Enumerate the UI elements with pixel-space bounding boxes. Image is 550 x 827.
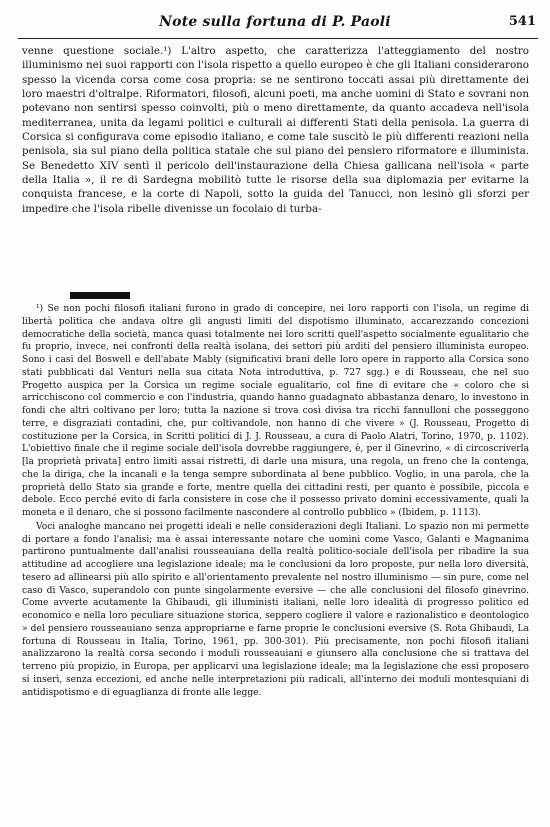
body-paragraph: venne questione sociale.¹) L'altro aspetto, che caratterizza l'atteggiamento del nostro illuminismo nei suoi rapporti con l'isola rispetto a quello europeo è che gli Italiani considerarono spesso la vicenda corsa come cosa propria: se ne sentirono toccati assai più direttamente dei loro maestri d'oltralpe. Riformatori, filosofi, alcuni poeti, ma anche uomini di Stato e sovrani non potevano non sentirsi spesso coinvolti, più o meno direttamente, da quanto accadeva nell'isola mediterranea, unita da legami politici e culturali ai differenti Stati della penisola. La guerra di Corsica si configurava come episodio italiano, e come tale suscitò le più differenti reazioni nella penisola, sia sul piano della politica statale che sul piano del pensiero riformatore e illuminista. Se Benedetto XIV sentì il pericolo dell'instaurazione della Chiesa gallicana nell'isola « parte della Italia », il re di Sardegna mobilitò tutte le risorse della sua diplomazia per evitarne la conquista francese, e la corte di Napoli, sotto la guida del Tanucci, non lesinò gli sforzi per impedire che l'isola ribelle divenisse un focolaio di turba- [22, 45, 529, 215]
page-number: 541 [508, 14, 536, 29]
page-header [0, 14, 550, 36]
footnote-1-continuation: Voci analoghe mancano nei progetti ideali e nelle considerazioni degli Italiani. Lo spazio non mi permette di portare a fondo l'analisi; ma è assai interessante notare che uomini come Vasco, Galanti e Magnanima partirono puntualmente dall'analisi rousseauiana della realtà politico-sociale dell'isola per ribadire la sua attitudine ad accogliere una legislazione ideale; ma le conclusioni da loro proposte, pur nella loro diversità, tesero ad allinearsi più allo spirito e all'orientamento prevalente nel nostro illuminismo — sin pure, come nel caso di Vasco, superandolo con punte singolarmente eversive — che alle conclusioni del filosofo ginevrino. Come avverte acutamente la Ghibaudi, gli illuministi italiani, nelle loro idealità di progresso politico ed economico e nella loro peculiare situazione storica, seppero cogliere il valore e razionalistico e deontologico » del pensiero rousseauiano senza appropriarne e farne proprie le conclusioni eversive (S. Rota Ghibaudi, La fortuna di Rousseau in Italia, Torino, 1961, pp. 300-301). Più precisamente, non pochi filosofi italiani analizzarono la realtà corsa secondo i moduli rousseauiani e giunsero alla conclusione che si trattava del terreno più propizio, in Europa, per applicarvi una legislazione ideale; ma la legislazione che essi proposero si inserì, senza eccezioni, ed anche nelle interpretazioni più radicali, all'interno dei moduli montesquiani di antidispotismo e di eguaglianza di fronte alle legge. [22, 521, 529, 698]
header-rule [18, 38, 538, 39]
footnote-1: ¹) Se non pochi filosofi italiani furono in grado di concepire, nei loro rapporti con l'isola, un regime di libertà politica che andava oltre gli angusti limiti del dispotismo illuminato, accarezzando concezioni democratiche della società, manca quasi totalmente nei loro scritti quell'aspetto socialmente egualitario che fu proprio, invece, nei confronti della realtà isolana, dei settori più arditi del pensiero illuminista europeo. Sono i casi del Boswell e dell'abate Mably (significativi brani delle loro opere in rapporto alla Corsica sono stati pubblicati dal Venturi nella sua citata Nota introduttiva, p. 727 sgg.) e di Rousseau, che nel suo Progetto auspica per la Corsica un regime sociale egualitario, col fine di evitare che « coloro che si arricchiscono col commercio e con l'industria, quando hanno guadagnato abbastanza denaro, lo investono in fondi che altri coltivano per loro; tutta la nazione si trova così divisa tra ricchi fannulloni che posseggono terre, e disgraziati contadini, che, pur coltivandole, non hanno di che vivere » (J. Rousseau, Progetto di costituzione per la Corsica, in Scritti politici di J. J. Rousseau, a cura di Paolo Alatri, Torino, 1970, p. 1102). L'obiettivo finale che il regime sociale dell'isola dovrebbe raggiungere, è, per il Ginevrino, « di circoscriverla [la proprietà privata] entro limiti assai ristretti, di darle una misura, una regola, un freno che la contenga, che la diriga, che la incanali e la tenga sempre subordinata al bene pubblico. Voglio, in una parola, che la proprietà dello Stato sia grande e forte, mentre quella dei cittadini resti, per quanto è possibile, piccola e debole. Ecco perché evito di farla consistere in cose che il possesso privato domini eccessivamente, quali la moneta e il denaro, che si possono facilmente nascondere al controllo pubblico » (Ibidem, p. 1113). [22, 304, 529, 518]
footnote-separator [70, 292, 130, 299]
main-text [22, 44, 529, 216]
footnotes [22, 303, 529, 699]
running-title: Note sulla fortuna di P. Paoli [159, 14, 391, 30]
